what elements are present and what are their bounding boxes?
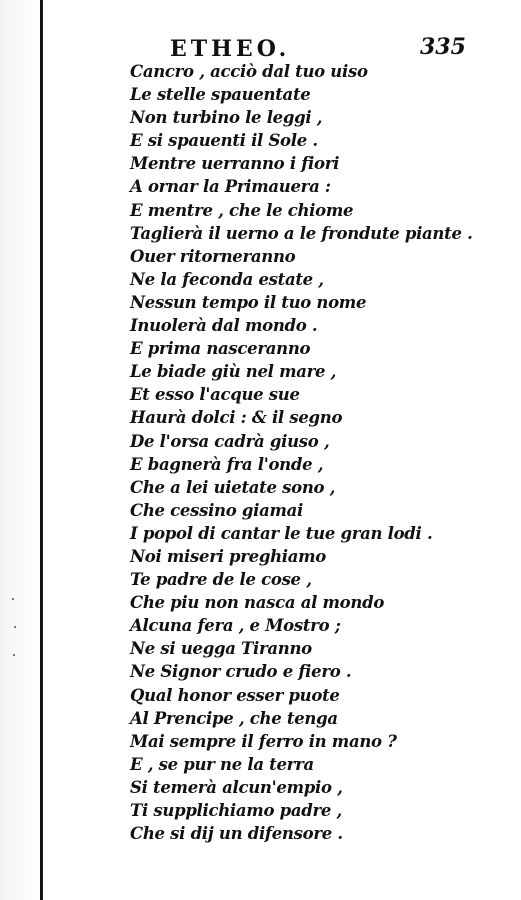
verse-line: Che a lei uietate sono , bbox=[130, 477, 336, 497]
verse-line: Ne la feconda estate , bbox=[130, 269, 324, 289]
verse-line: Mai sempre il ferro in mano ? bbox=[130, 731, 397, 751]
verse-line: Cancro , acciò dal tuo uiso bbox=[130, 62, 368, 81]
margin-speck bbox=[14, 626, 16, 628]
verse-line: Taglierà il uerno a le frondute piante . bbox=[130, 223, 473, 243]
verse-line: Le stelle spauentate bbox=[130, 85, 311, 105]
verse-line: Noi miseri preghiamo bbox=[130, 546, 327, 566]
verse-line: Si temerà alcun'empio , bbox=[130, 777, 343, 797]
verse-line: Le biade giù nel mare , bbox=[130, 362, 337, 382]
verse-line: Alcuna fera , e Mostro ; bbox=[130, 616, 341, 636]
verse-line: A ornar la Primauera : bbox=[130, 177, 331, 197]
page-number: 335 bbox=[420, 34, 466, 60]
running-head: ETHEO. bbox=[170, 36, 291, 62]
verse-line: Al Prencipe , che tenga bbox=[130, 708, 338, 728]
verse-line: Ne Signor crudo e fiero . bbox=[130, 662, 352, 682]
verse-line: Ouer ritorneranno bbox=[130, 246, 296, 266]
verse-line: E , se pur ne la terra bbox=[130, 754, 314, 774]
verse-line: Che piu non nasca al mondo bbox=[130, 593, 385, 613]
verse-line: Qual honor esser puote bbox=[130, 685, 340, 705]
verse-line: Ne si uegga Tiranno bbox=[130, 639, 312, 659]
verse-line: Mentre uerranno i fiori bbox=[130, 154, 340, 174]
verse-line: Che cessino giamai bbox=[130, 500, 304, 520]
verse-line: I popol di cantar le tue gran lodi . bbox=[130, 523, 433, 543]
margin-speck bbox=[12, 598, 14, 600]
verse-line: E bagnerà fra l'onde , bbox=[130, 454, 324, 474]
verse-line: Ti supplichiamo padre , bbox=[130, 801, 342, 820]
verse-line: Nessun tempo il tuo nome bbox=[130, 292, 367, 312]
margin-speck bbox=[13, 654, 15, 656]
verse-line: E mentre , che le chiome bbox=[130, 200, 354, 220]
verse-line: E si spauenti il Sole . bbox=[130, 131, 318, 151]
verse-line: Inuolerà dal mondo . bbox=[130, 316, 318, 336]
verse-line: Non turbino le leggi , bbox=[130, 108, 323, 128]
verse-line: Che si dij un difensore . bbox=[130, 824, 343, 844]
verse-line: Haurà dolci : & il segno bbox=[130, 408, 343, 428]
binding-edge bbox=[40, 0, 43, 900]
verse-line: Te padre de le cose , bbox=[130, 570, 312, 590]
verse-line: Et esso l'acque sue bbox=[130, 385, 300, 405]
page-header bbox=[0, 30, 521, 60]
gutter-shadow bbox=[0, 0, 40, 900]
verse-line: De l'orsa cadrà giuso , bbox=[130, 431, 330, 451]
verse-line: E prima nasceranno bbox=[130, 339, 311, 359]
poem-text bbox=[130, 60, 510, 845]
